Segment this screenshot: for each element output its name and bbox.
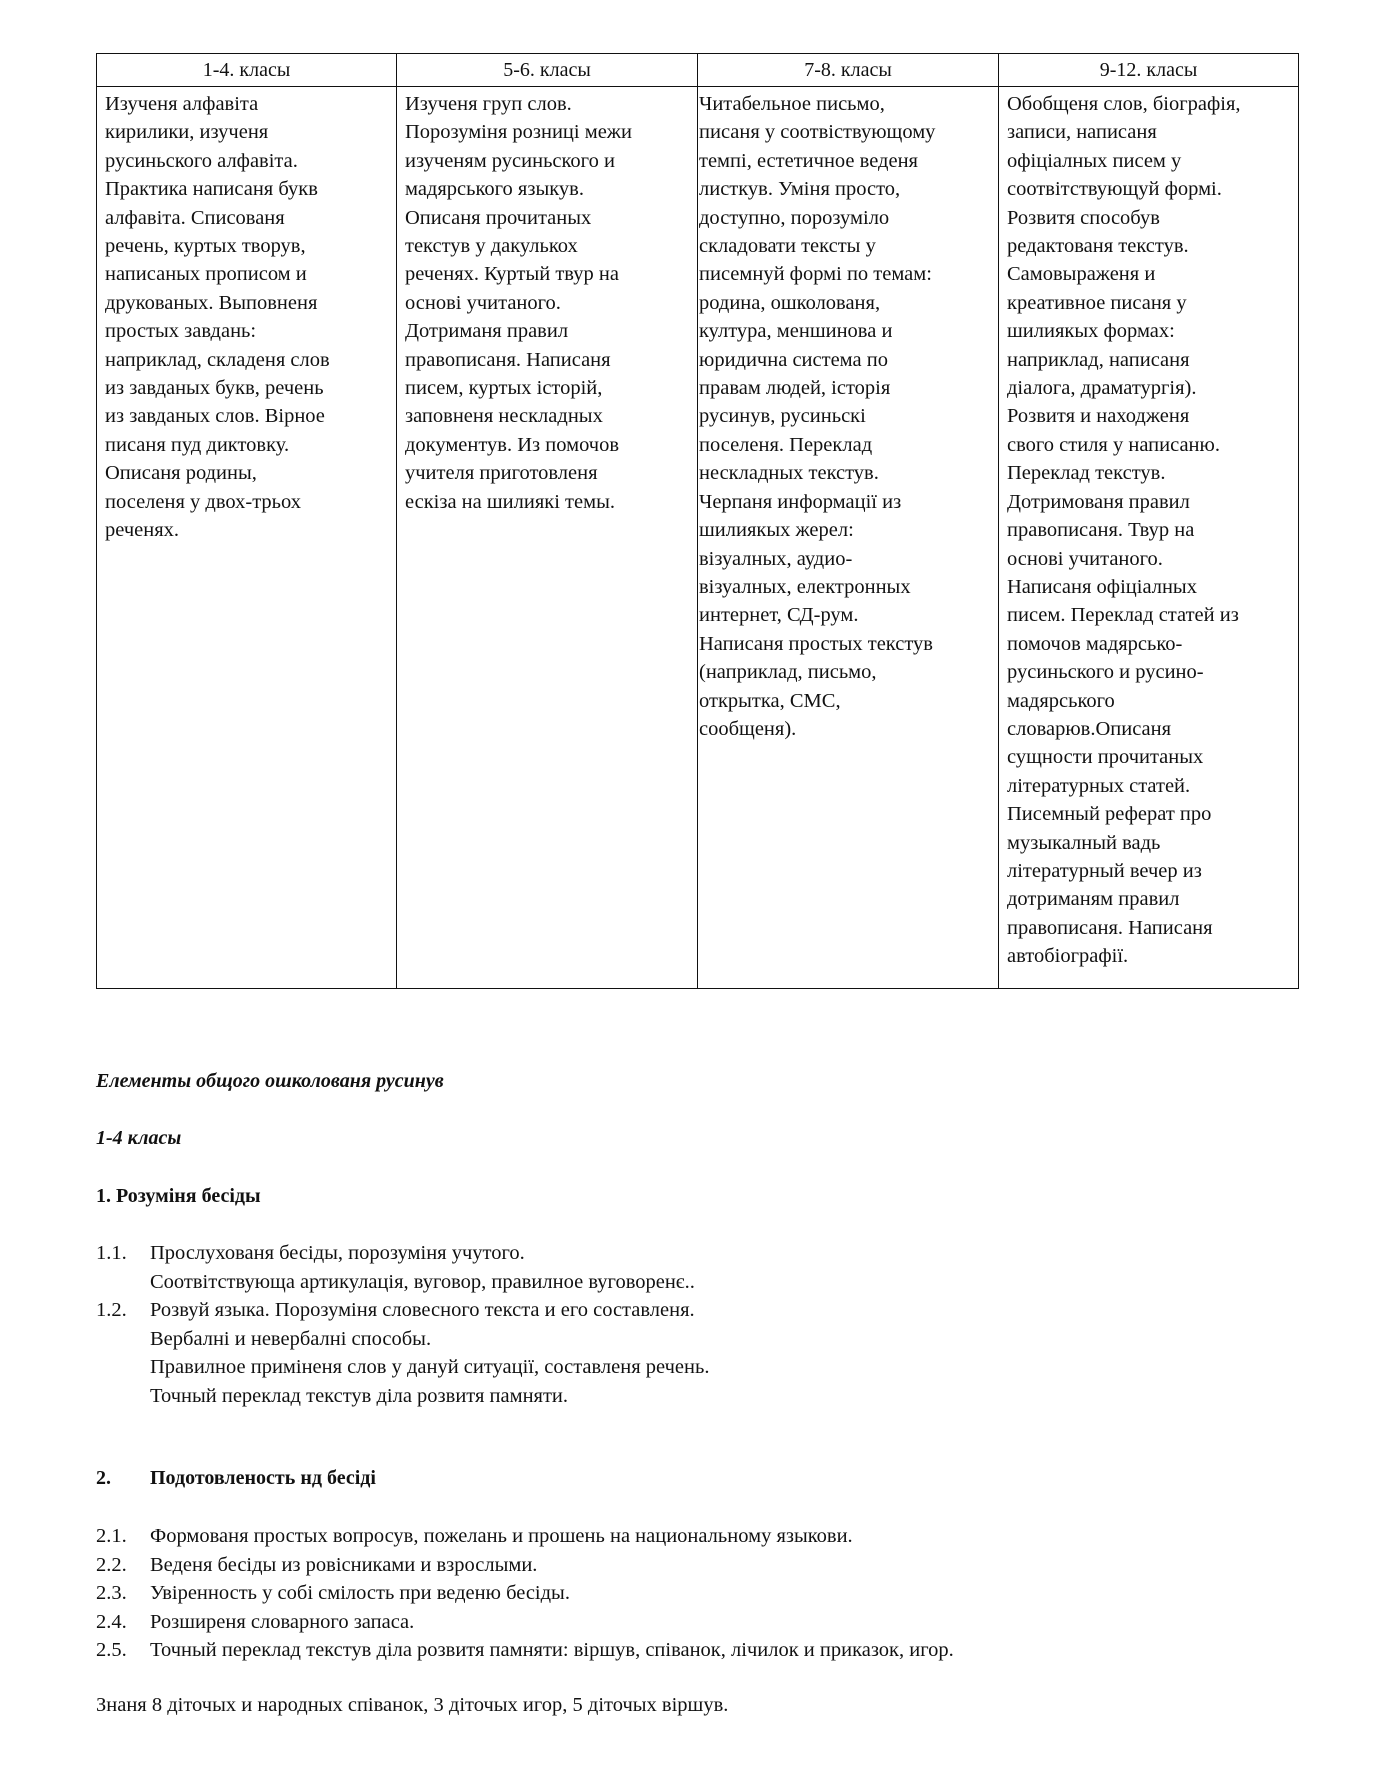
cell-line: русиньского и русино- [1007,661,1204,684]
header-grades-7-8: 7-8. класы [698,54,999,87]
cell-line: правописаня. Написаня [405,348,611,371]
cell-line: автобіографії. [1007,945,1129,968]
cell-grades-9-12 [999,87,1299,989]
cell-line: словарюв.Описаня [1007,717,1172,740]
content-row [97,87,1299,989]
header-grades-1-4: 1-4. класы [97,54,397,87]
cell-line: свого стиля у написаню. [1007,433,1220,456]
list-item-line: Прослухованя бесіды, порозуміня учутого. [150,1242,525,1264]
list-item-text: Формованя простых вопросув, пожелань и прошень на национальному языкови. [150,1525,853,1547]
cell-line: літературный вечер из [1007,859,1202,882]
list-item-line: Точный переклад текстув діла розвитя памняти. [150,1385,569,1407]
cell-line: изученям русиньского и [405,149,615,172]
closing-text: Знаня 8 діточых и народных співанок, 3 діточых игор, 5 діточых віршув. [96,1694,729,1716]
list-item-number: 1.2. [96,1299,127,1322]
cell-line: друкованых. Выповненя [105,291,318,314]
list-item-number: 1.1. [96,1242,127,1264]
cell-line: Изученя груп слов. [405,93,572,115]
cell-line: родина, ошколованя, [699,291,881,314]
cell-line: Писемный реферат про [1007,803,1212,826]
cell-line: діалога, драматургія). [1007,377,1197,400]
cell-line: Дотримованя правил [1007,490,1190,513]
cell-line: основі учитаного. [405,291,561,314]
list-item-line: Розвуй языка. Порозуміня словесного текста и его составленя. [150,1299,695,1322]
cell-line: літературных статей. [1007,774,1191,797]
cell-line: правам людей, історія [699,377,891,400]
cell-grades-5-6 [397,87,698,989]
cell-line: записи, написаня [1007,121,1157,144]
cell-line: написаных прописом и [105,263,307,286]
list-item-text: Веденя бесіды из ровісниками и взрослыми. [150,1553,538,1576]
cell-line: офіціалных писем у [1007,149,1182,172]
cell-line: помочов мадярсько- [1007,632,1183,655]
cell-line: интернет, СД-рум. [699,604,859,627]
list-item-line: Соотвітствующа артикулація, вуговор, правилное вуговоренє.. [150,1270,695,1293]
cell-line: візуалных, електронных [699,575,911,598]
header-grades-9-12: 9-12. класы [999,54,1299,87]
cell-line: музыкалный вадь [1007,831,1161,854]
cell-line: шилиякых формах: [1007,320,1175,343]
grade-label: 1-4 класы [96,1127,182,1149]
cell-line: дотриманям правил [1007,888,1180,911]
cell-line: сущности прочитаных [1007,746,1204,769]
cell-line: юридична система по [699,348,888,371]
cell-line: заповненя нескладных [405,405,603,428]
cell-line: русиньского алфавіта. [105,149,298,172]
cell-line: писем. Переклад статей из [1007,604,1239,627]
cell-line: Практика написаня букв [105,178,318,201]
list-item-line: Вербалні и невербалні способы. [150,1327,432,1350]
cell-line: учителя приготовленя [405,462,598,485]
cell-line: наприклад, складеня слов [105,348,330,371]
cell-line: мадярського [1007,689,1115,712]
list-item-line: Правилное приміненя слов у дануй ситуації, составленя речень. [150,1356,710,1379]
header-grades-5-6: 5-6. класы [397,54,698,87]
cell-line: правописаня. Написаня [1007,916,1213,939]
list-item-text: Увіренность у собі смілость при веденю бесіды. [150,1582,570,1605]
cell-line: Переклад текстув. [1007,462,1166,485]
list-item-text: Розширеня словарного запаса. [150,1610,415,1633]
cell-line: Написаня офіціалных [1007,575,1197,598]
heading-speech-readiness: Подотовленость нд бесіді [150,1467,376,1489]
cell-line: мадярського языкув. [405,178,584,201]
cell-line: Изученя алфавіта [105,93,259,115]
cell-line: простых завдань: [105,320,257,343]
cell-line: шилиякых жерел: [699,519,854,542]
cell-line: Описаня родины, [105,462,257,485]
list-item-number: 2.3. [96,1582,127,1605]
cell-line: речень, куртых творув, [105,235,306,258]
cell-line: листкув. Уміня просто, [699,178,901,201]
list-item-number: 2.4. [96,1610,127,1633]
cell-line: писем, куртых історій, [405,377,603,400]
cell-line: текстув у дакулькох [405,235,578,258]
list-item-number: 2.5. [96,1639,127,1662]
cell-line: наприклад, написаня [1007,348,1190,371]
cell-line: Розвитя способув [1007,206,1160,229]
header-row [97,54,1299,87]
cell-line: сообщеня). [699,717,797,740]
cell-line: Описаня прочитаных [405,206,592,229]
section-title: Елементы общого ошколованя русинув [96,1070,444,1092]
cell-line: култура, меншинова и [699,320,893,343]
cell-line: складовати тексты у [699,235,876,258]
cell-line: реченях. Куртый твур на [405,263,619,286]
cell-line: нескладных текстув. [699,462,879,485]
cell-line: писаня пуд диктовку. [105,433,290,456]
cell-line: поселеня. Переклад [699,433,873,456]
cell-line: реченях. [105,519,180,542]
list-item-number: 2.1. [96,1525,127,1547]
heading-speech-comprehension: 1. Розуміня бесіды [96,1185,261,1207]
cell-line: основі учитаного. [1007,547,1163,570]
cell-grades-7-8 [698,87,999,989]
cell-line: открытка, СМС, [699,689,841,712]
curriculum-table [96,53,1299,989]
cell-line: ескіза на шилиякі темы. [405,490,615,513]
cell-line: поселеня у двох-трьох [105,490,301,513]
cell-line: из завданых букв, речень [105,377,324,400]
cell-line: правописаня. Твур на [1007,519,1195,542]
cell-line: креативное писаня у [1007,291,1187,314]
cell-grades-1-4 [97,87,397,989]
cell-line: соотвітствующуй формі. [1007,178,1222,201]
cell-line: (наприклад, письмо, [699,661,877,684]
heading2-number: 2. [96,1467,111,1489]
cell-line: Черпаня информації из [699,490,902,513]
cell-line: Читабельное письмо, [699,93,885,115]
cell-line: редактованя текстув. [1007,235,1189,258]
cell-line: документув. Из помочов [405,433,620,456]
cell-line: русинув, русиньскі [699,405,866,428]
cell-line: Обобщеня слов, біографія, [1007,93,1241,115]
cell-line: Порозуміня розниці межи [405,121,632,144]
list-item-text: Точный переклад текстув діла розвитя памняти: віршув, співанок, лічилок и приказок, игор. [150,1639,954,1662]
cell-line: Написаня простых текстув [699,632,933,655]
cell-line: доступно, порозуміло [699,206,890,229]
cell-line: кирилики, изученя [105,121,269,144]
cell-line: писаня у соотвіствующому [699,121,936,144]
cell-line: алфавіта. Списованя [105,206,285,229]
cell-line: Дотриманя правил [405,320,569,343]
cell-line: Самовыраженя и [1007,263,1156,286]
list-item-number: 2.2. [96,1553,127,1576]
cell-line: Розвитя и находженя [1007,405,1190,428]
cell-line: из завданых слов. Вірное [105,405,325,428]
cell-line: візуалных, аудио- [699,547,853,570]
cell-line: темпі, естетичное веденя [699,149,918,172]
cell-line: писемнуй формі по темам: [699,263,932,286]
